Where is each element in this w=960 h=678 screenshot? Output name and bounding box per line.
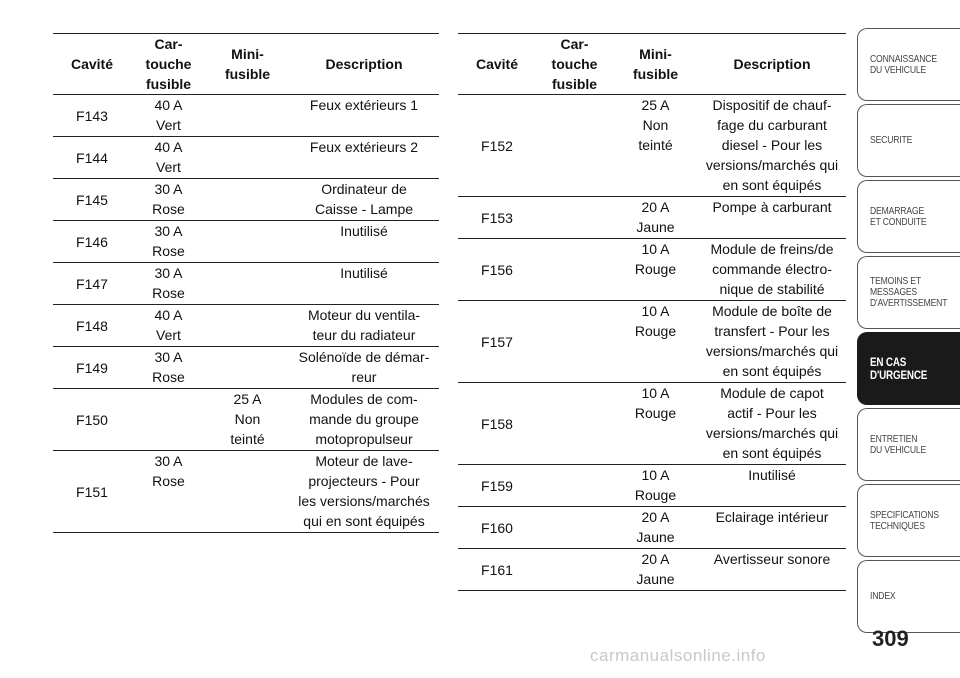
- cavity-cell: F150: [53, 389, 131, 451]
- description-cell: Solénoïde de démar- reur: [289, 347, 439, 389]
- cartridge-cell: [536, 239, 613, 301]
- cavity-cell: F144: [53, 137, 131, 179]
- cavity-cell: F143: [53, 95, 131, 137]
- table-row: [53, 95, 439, 137]
- cavity-cell: F153: [458, 197, 536, 239]
- chapter-tab-label: ENTRETIEN DU VEHICULE: [870, 432, 927, 456]
- description-cell: Feux extérieurs 2: [289, 137, 439, 179]
- description-cell: Moteur de lave- projecteurs - Pour les versions/marchés qui en sont équipés: [289, 451, 439, 533]
- chapter-tab-label: EN CAS D'URGENCE: [870, 354, 928, 382]
- cavity-cell: F152: [458, 95, 536, 197]
- description-cell: Moteur du ventila- teur du radiateur: [289, 305, 439, 347]
- chapter-tab-label: SPECIFICATIONS TECHNIQUES: [870, 508, 939, 532]
- mini-fuse-cell: 25 A Non teinté: [613, 95, 698, 197]
- header-cartridge: Car- touche fusible: [536, 34, 613, 95]
- cartridge-cell: 30 A Rose: [131, 221, 206, 263]
- table-row: [458, 383, 846, 465]
- table-row: [458, 239, 846, 301]
- table-row: [53, 347, 439, 389]
- cavity-cell: F145: [53, 179, 131, 221]
- mini-fuse-cell: [206, 263, 289, 305]
- cartridge-cell: [536, 507, 613, 549]
- chapter-tab-label: DEMARRAGE ET CONDUITE: [870, 204, 927, 228]
- header-description: Description: [289, 34, 439, 95]
- description-cell: Dispositif de chauf- fage du carburant diesel - Pour les versions/marchés qui en sont équipés: [698, 95, 846, 197]
- cartridge-cell: 40 A Vert: [131, 95, 206, 137]
- description-cell: Module de capot actif - Pour les versions/marchés qui en sont équipés: [698, 383, 846, 465]
- header-description: Description: [698, 34, 846, 95]
- cavity-cell: F149: [53, 347, 131, 389]
- mini-fuse-cell: 25 A Non teinté: [206, 389, 289, 451]
- table-header-row: [458, 34, 846, 95]
- mini-fuse-cell: [206, 95, 289, 137]
- description-cell: Module de freins/de commande électro- nique de stabilité: [698, 239, 846, 301]
- table-row: [458, 465, 846, 507]
- mini-fuse-cell: [206, 137, 289, 179]
- chapter-tab-4[interactable]: [857, 332, 960, 405]
- cartridge-cell: 30 A Rose: [131, 451, 206, 533]
- mini-fuse-cell: [206, 347, 289, 389]
- chapter-tab-0[interactable]: [857, 28, 960, 101]
- chapter-tab-6[interactable]: [857, 484, 960, 557]
- chapter-tab-label: TEMOINS ET MESSAGES D'AVERTISSEMENT: [870, 275, 948, 309]
- cavity-cell: F151: [53, 451, 131, 533]
- page-number: 309: [872, 626, 909, 651]
- header-mini: Mini- fusible: [206, 34, 289, 95]
- chapter-tab-5[interactable]: [857, 408, 960, 481]
- description-cell: Ordinateur de Caisse - Lampe: [289, 179, 439, 221]
- description-cell: Eclairage intérieur: [698, 507, 846, 549]
- cartridge-cell: [536, 301, 613, 383]
- description-cell: Modules de com- mande du groupe motopropulseur: [289, 389, 439, 451]
- mini-fuse-cell: 20 A Jaune: [613, 197, 698, 239]
- cartridge-cell: 40 A Vert: [131, 305, 206, 347]
- chapter-tab-7[interactable]: [857, 560, 960, 633]
- table-row: [53, 389, 439, 451]
- description-cell: Inutilisé: [289, 263, 439, 305]
- cartridge-cell: 30 A Rose: [131, 347, 206, 389]
- chapter-tabs: [857, 28, 960, 636]
- table-header-row: [53, 34, 439, 95]
- header-mini: Mini- fusible: [613, 34, 698, 95]
- mini-fuse-cell: [206, 179, 289, 221]
- fuse-table-right: [458, 33, 846, 591]
- cavity-cell: F147: [53, 263, 131, 305]
- cartridge-cell: [536, 383, 613, 465]
- mini-fuse-cell: 20 A Jaune: [613, 549, 698, 591]
- table-row: [458, 95, 846, 197]
- cartridge-cell: [536, 465, 613, 507]
- cartridge-cell: [131, 389, 206, 451]
- table-row: [53, 137, 439, 179]
- table-row: [53, 305, 439, 347]
- cavity-cell: F146: [53, 221, 131, 263]
- cartridge-cell: [536, 197, 613, 239]
- description-cell: Avertisseur sonore: [698, 549, 846, 591]
- cavity-cell: F156: [458, 239, 536, 301]
- chapter-tab-1[interactable]: [857, 104, 960, 177]
- table-row: [458, 197, 846, 239]
- table-row: [53, 451, 439, 533]
- cartridge-cell: [536, 549, 613, 591]
- header-cavity: Cavité: [53, 34, 131, 95]
- mini-fuse-cell: [206, 451, 289, 533]
- cavity-cell: F159: [458, 465, 536, 507]
- chapter-tab-label: CONNAISSANCE DU VEHICULE: [870, 52, 937, 76]
- table-row: [53, 179, 439, 221]
- chapter-tab-3[interactable]: [857, 256, 960, 329]
- mini-fuse-cell: [206, 221, 289, 263]
- cavity-cell: F158: [458, 383, 536, 465]
- cavity-cell: F148: [53, 305, 131, 347]
- table-row: [53, 221, 439, 263]
- description-cell: Module de boîte de transfert - Pour les versions/marchés qui en sont équipés: [698, 301, 846, 383]
- cartridge-cell: 30 A Rose: [131, 263, 206, 305]
- description-cell: Feux extérieurs 1: [289, 95, 439, 137]
- table-row: [458, 301, 846, 383]
- chapter-tab-label: SECURITE: [870, 134, 913, 146]
- fuse-table-left: [53, 33, 439, 533]
- description-cell: Inutilisé: [289, 221, 439, 263]
- cavity-cell: F160: [458, 507, 536, 549]
- description-cell: Pompe à carburant: [698, 197, 846, 239]
- description-cell: Inutilisé: [698, 465, 846, 507]
- cavity-cell: F161: [458, 549, 536, 591]
- watermark: carmanualsonline.info: [590, 646, 766, 665]
- mini-fuse-cell: 10 A Rouge: [613, 301, 698, 383]
- chapter-tab-label: INDEX: [870, 590, 896, 602]
- mini-fuse-cell: [206, 305, 289, 347]
- mini-fuse-cell: 10 A Rouge: [613, 239, 698, 301]
- table-row: [458, 549, 846, 591]
- cartridge-cell: [536, 95, 613, 197]
- cavity-cell: F157: [458, 301, 536, 383]
- table-row: [53, 263, 439, 305]
- mini-fuse-cell: 10 A Rouge: [613, 383, 698, 465]
- header-cartridge: Car- touche fusible: [131, 34, 206, 95]
- header-cavity: Cavité: [458, 34, 536, 95]
- chapter-tab-2[interactable]: [857, 180, 960, 253]
- mini-fuse-cell: 10 A Rouge: [613, 465, 698, 507]
- cartridge-cell: 30 A Rose: [131, 179, 206, 221]
- cartridge-cell: 40 A Vert: [131, 137, 206, 179]
- table-row: [458, 507, 846, 549]
- mini-fuse-cell: 20 A Jaune: [613, 507, 698, 549]
